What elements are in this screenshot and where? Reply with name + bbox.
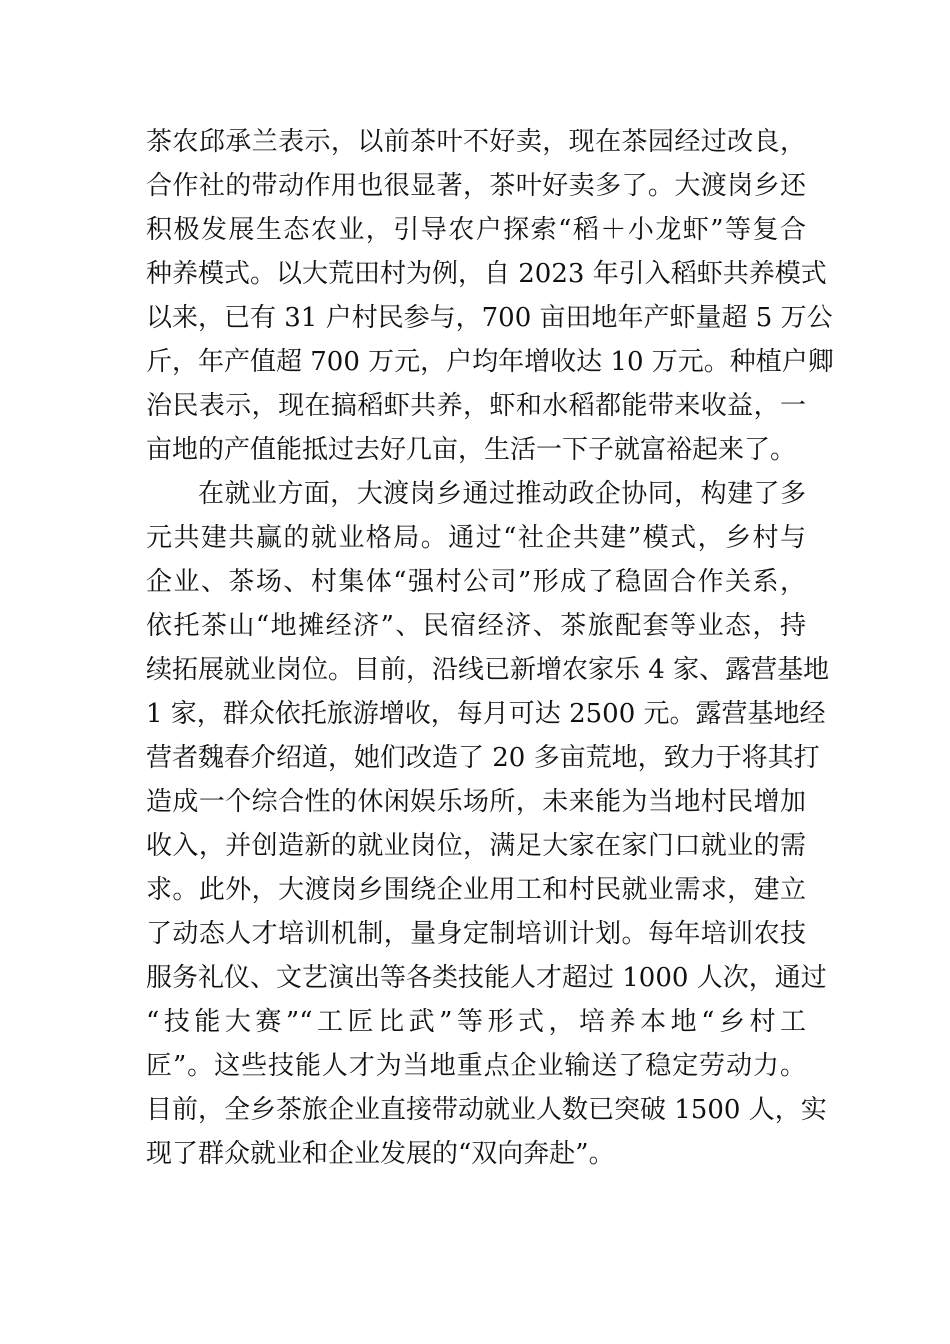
article-body — [146, 120, 834, 1176]
paragraph-2-line-16: 现了群众就业和企业发展的“双向奔赴”。 — [146, 1139, 615, 1169]
paragraph-2-line-8: 造成一个综合性的休闲娱乐场所，未来能为当地村民增加 — [146, 787, 806, 817]
paragraph-1-line-2: 合作社的带动作用也很显著，茶叶好卖多了。大渡岗乡还 — [146, 171, 806, 201]
paragraph-2-line-6: 1 家，群众依托旅游增收，每月可达 2500 元。露营基地经 — [146, 699, 826, 729]
paragraph-2-line-12: 服务礼仪、文艺演出等各类技能人才超过 1000 人次，通过 — [146, 963, 827, 993]
paragraph-1-line-7: 治民表示，现在搞稻虾共养，虾和水稻都能带来收益，一 — [146, 391, 806, 421]
paragraph-2-line-4: 依托茶山“地摊经济”、民宿经济、茶旅配套等业态，持 — [146, 611, 806, 641]
paragraph-1-line-1: 茶农邱承兰表示，以前茶叶不好卖，现在茶园经过改良， — [146, 127, 806, 157]
paragraph-2-line-9: 收入，并创造新的就业岗位，满足大家在家门口就业的需 — [146, 831, 806, 861]
paragraph-1-line-6: 斤，年产值超 700 万元，户均年增收达 10 万元。种植户卿 — [146, 347, 834, 377]
paragraph-2-line-15: 目前，全乡茶旅企业直接带动就业人数已突破 1500 人，实 — [146, 1095, 827, 1125]
paragraph-2-line-11: 了动态人才培训机制，量身定制培训计划。每年培训农技 — [146, 919, 806, 949]
paragraph-1-line-8: 亩地的产值能抵过去好几亩，生活一下子就富裕起来了。 — [146, 435, 797, 465]
paragraph-1-line-3: 积极发展生态农业，引导农户探索“稻＋小龙虾”等复合 — [146, 215, 806, 245]
paragraph-1-line-5: 以来，已有 31 户村民参与，700 亩田地年产虾量超 5 万公 — [146, 303, 833, 333]
paragraph-2-line-14: 匠”。这些技能人才为当地重点企业输送了稳定劳动力。 — [146, 1051, 806, 1081]
paragraph-2-line-10: 求。此外，大渡岗乡围绕企业用工和村民就业需求，建立 — [146, 875, 806, 905]
paragraph-2-line-7: 营者魏春介绍道，她们改造了 20 多亩荒地，致力于将其打 — [146, 743, 820, 773]
paragraph-2-line-2: 元共建共赢的就业格局。通过“社企共建”模式，乡村与 — [146, 523, 806, 553]
paragraph-2-line-5: 续拓展就业岗位。目前，沿线已新增农家乐 4 家、露营基地 — [146, 655, 830, 685]
paragraph-2-line-3: 企业、茶场、村集体“强村公司”形成了稳固合作关系， — [146, 567, 806, 597]
paragraph-1-line-4: 种养模式。以大荒田村为例，自 2023 年引入稻虾共养模式 — [146, 259, 827, 289]
paragraph-2-line-1: 在就业方面，大渡岗乡通过推动政企协同，构建了多 — [198, 479, 806, 509]
paragraph-2-line-13: “技能大赛”“工匠比武”等形式，培养本地“乡村工 — [146, 1007, 806, 1037]
